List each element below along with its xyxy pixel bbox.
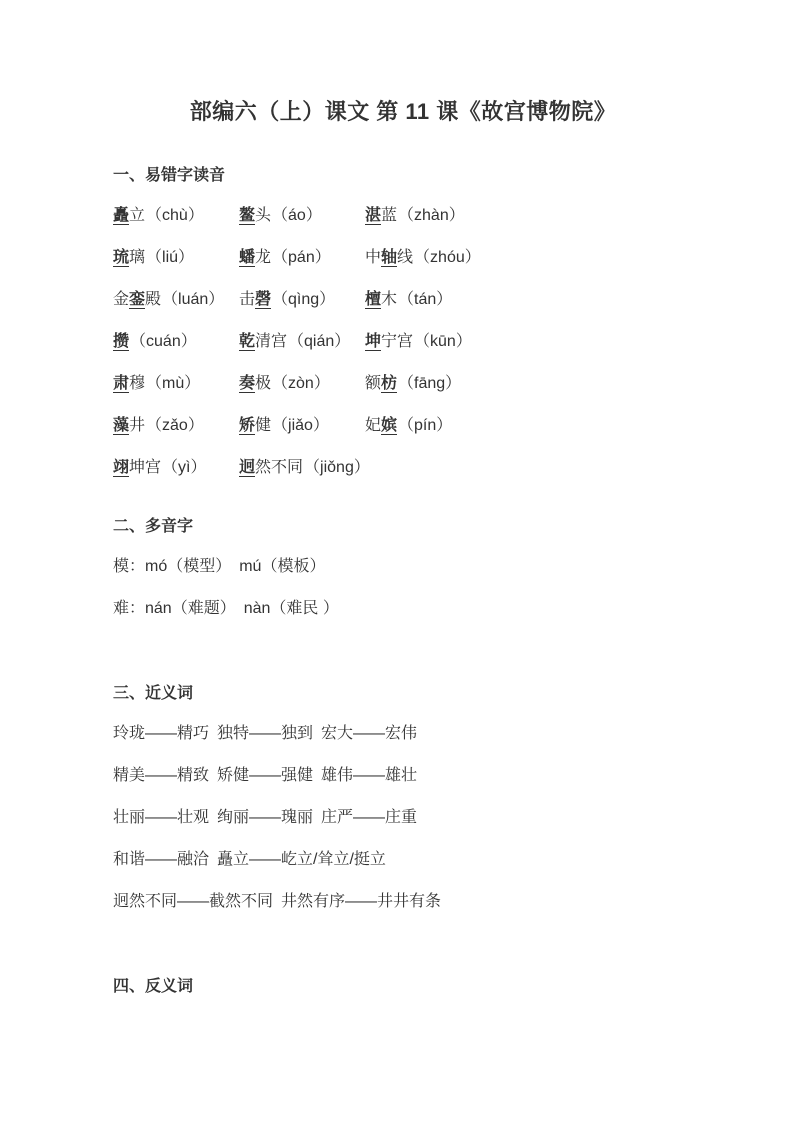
key-character: 嫔 (381, 417, 398, 434)
plain-character: 极 (255, 375, 272, 392)
key-character: 檀 (365, 291, 382, 308)
pinyin-label: （pín） (398, 417, 453, 434)
key-character: 磬 (255, 291, 272, 308)
key-character: 乾 (239, 333, 256, 350)
key-character: 藻 (113, 417, 130, 434)
pinyin-row (113, 405, 693, 447)
key-character: 肃 (113, 375, 130, 392)
pinyin-label: （qìng） (272, 291, 336, 308)
key-character: 琉 (113, 249, 130, 266)
pinyin-label: （liú） (146, 249, 195, 266)
pinyin-row (113, 321, 693, 363)
text-line: 难：nán（难题） nàn（难民 ） (113, 600, 339, 617)
section (113, 165, 693, 489)
key-character: 枋 (381, 375, 398, 392)
pinyin-label: （yì） (162, 459, 207, 476)
pinyin-label: （jiǎo） (272, 417, 329, 434)
key-character: 湛 (365, 207, 382, 224)
pinyin-label: （pán） (272, 249, 331, 266)
key-character: 攒 (113, 333, 130, 350)
word-entry (365, 321, 472, 363)
plain-character: 头 (255, 207, 272, 224)
pinyin-label: （áo） (272, 207, 322, 224)
pinyin-label: （jiǒng） (304, 459, 370, 476)
pinyin-label: （zǎo） (146, 417, 204, 434)
key-character: 坤 (365, 333, 382, 350)
word-entry (239, 237, 365, 279)
word-entry (239, 195, 365, 237)
plain-character: 妃 (365, 417, 382, 434)
word-entry (365, 195, 465, 237)
pinyin-label: （chù） (146, 207, 204, 224)
key-character: 翊 (113, 459, 130, 476)
page-title: 部编六（上）课文 第 11 课《故宫博物院》 (189, 99, 617, 124)
word-entry (365, 363, 461, 405)
pinyin-label: （luán） (162, 291, 225, 308)
text-line: 迥然不同——截然不同 井然有序——井井有条 (113, 893, 442, 910)
section-heading: 一、易错字读音 (113, 167, 226, 184)
key-character: 蟠 (239, 249, 256, 266)
word-entry (113, 447, 239, 489)
section (113, 516, 693, 630)
word-entry (113, 237, 239, 279)
pinyin-row (113, 363, 693, 405)
pinyin-row (113, 447, 693, 489)
word-entry (113, 321, 239, 363)
word-entry (239, 363, 365, 405)
pinyin-rows (113, 195, 693, 489)
plain-character: 立 (129, 207, 146, 224)
word-entry (365, 237, 481, 279)
text-line: 玲珑——精巧 独特——独到 宏大——宏伟 (113, 725, 418, 742)
key-character: 鳌 (239, 207, 256, 224)
pinyin-label: （zòn） (272, 375, 330, 392)
word-entry (365, 279, 452, 321)
section-heading: 二、多音字 (113, 518, 194, 535)
text-lines (113, 546, 693, 630)
section-heading: 三、近义词 (113, 685, 194, 702)
word-entry (365, 405, 452, 447)
plain-character: 木 (381, 291, 398, 308)
pinyin-label: （fāng） (398, 375, 462, 392)
plain-character: 蓝 (381, 207, 398, 224)
pinyin-label: （zhóu） (414, 249, 481, 266)
pinyin-row (113, 279, 693, 321)
plain-character: 龙 (255, 249, 272, 266)
text-line: 和谐——融洽 矗立——屹立/耸立/挺立 (113, 851, 386, 868)
pinyin-row (113, 195, 693, 237)
plain-character: 健 (255, 417, 272, 434)
plain-character: 井 (129, 417, 146, 434)
key-character: 轴 (381, 249, 398, 266)
key-character: 迥 (239, 459, 256, 476)
plain-character: 宁宫 (381, 333, 414, 350)
plain-character: 坤宫 (129, 459, 162, 476)
text-lines (113, 713, 693, 923)
pinyin-label: （mù） (146, 375, 201, 392)
word-entry (239, 405, 365, 447)
plain-character: 击 (239, 291, 256, 308)
section-heading: 四、反义词 (113, 978, 194, 995)
plain-character: 额 (365, 375, 382, 392)
key-character: 奏 (239, 375, 256, 392)
word-entry (239, 321, 365, 363)
word-entry (113, 363, 239, 405)
key-character: 矗 (113, 207, 130, 224)
word-entry (113, 279, 239, 321)
plain-character: 清宫 (255, 333, 288, 350)
pinyin-label: （zhàn） (398, 207, 465, 224)
plain-character: 线 (397, 249, 414, 266)
text-line: 模：mó（模型） mú（模板） (113, 558, 326, 575)
key-character: 矫 (239, 417, 256, 434)
pinyin-label: （qián） (288, 333, 351, 350)
plain-character: 殿 (145, 291, 162, 308)
plain-character: 金 (113, 291, 130, 308)
pinyin-label: （cuán） (130, 333, 197, 350)
section (113, 976, 693, 998)
word-entry (239, 279, 365, 321)
word-entry (239, 447, 370, 489)
document-body (113, 165, 693, 998)
word-entry (113, 195, 239, 237)
plain-character: 然不同 (255, 459, 304, 476)
plain-character: 穆 (129, 375, 146, 392)
key-character: 銮 (129, 291, 146, 308)
pinyin-label: （kūn） (414, 333, 472, 350)
text-line: 精美——精致 矫健——强健 雄伟——雄壮 (113, 767, 418, 784)
plain-character: 中 (365, 249, 382, 266)
section (113, 683, 693, 923)
plain-character: 璃 (129, 249, 146, 266)
pinyin-label: （tán） (398, 291, 453, 308)
pinyin-row (113, 237, 693, 279)
word-entry (113, 405, 239, 447)
text-line: 壮丽——壮观 绚丽——瑰丽 庄严——庄重 (113, 809, 418, 826)
